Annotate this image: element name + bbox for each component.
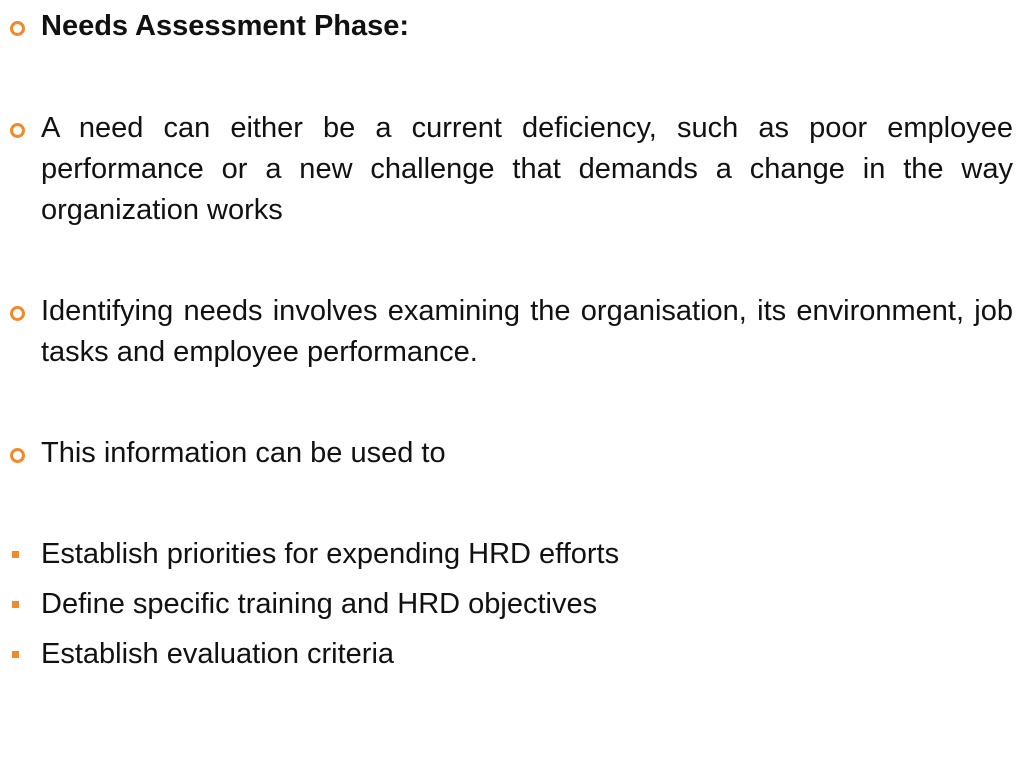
- ring-bullet-icon: [10, 306, 25, 321]
- bullet-item: [0, 291, 1024, 373]
- sub-bullet-item: [0, 584, 1024, 625]
- sub-bullet-text: Establish priorities for expending HRD efforts: [41, 538, 620, 570]
- bullet-text: This information can be used to: [41, 437, 446, 469]
- square-bullet-icon: [12, 551, 19, 558]
- sub-bullet-text: Establish evaluation criteria: [41, 638, 395, 670]
- bullet-item: [0, 433, 1024, 474]
- sub-bullet-item: [0, 534, 1024, 575]
- ring-bullet-icon: [10, 448, 25, 463]
- bullet-text: A need can either be a current deficiency, such as poor employee performance or a new challenge that demands a change in the way organization works: [41, 112, 1013, 226]
- square-bullet-icon: [12, 651, 19, 658]
- slide-heading: Needs Assessment Phase:: [41, 10, 410, 42]
- ring-bullet-icon: [10, 123, 25, 138]
- square-bullet-icon: [12, 601, 19, 608]
- bullet-item: [0, 108, 1024, 231]
- bullet-text: Identifying needs involves examining the organisation, its environment, job tasks and employee performance.: [41, 295, 1013, 368]
- sub-bullet-text: Define specific training and HRD objectives: [41, 588, 598, 620]
- heading-item: [0, 6, 1024, 47]
- sub-bullet-item: [0, 634, 1024, 675]
- ring-bullet-icon: [10, 21, 25, 36]
